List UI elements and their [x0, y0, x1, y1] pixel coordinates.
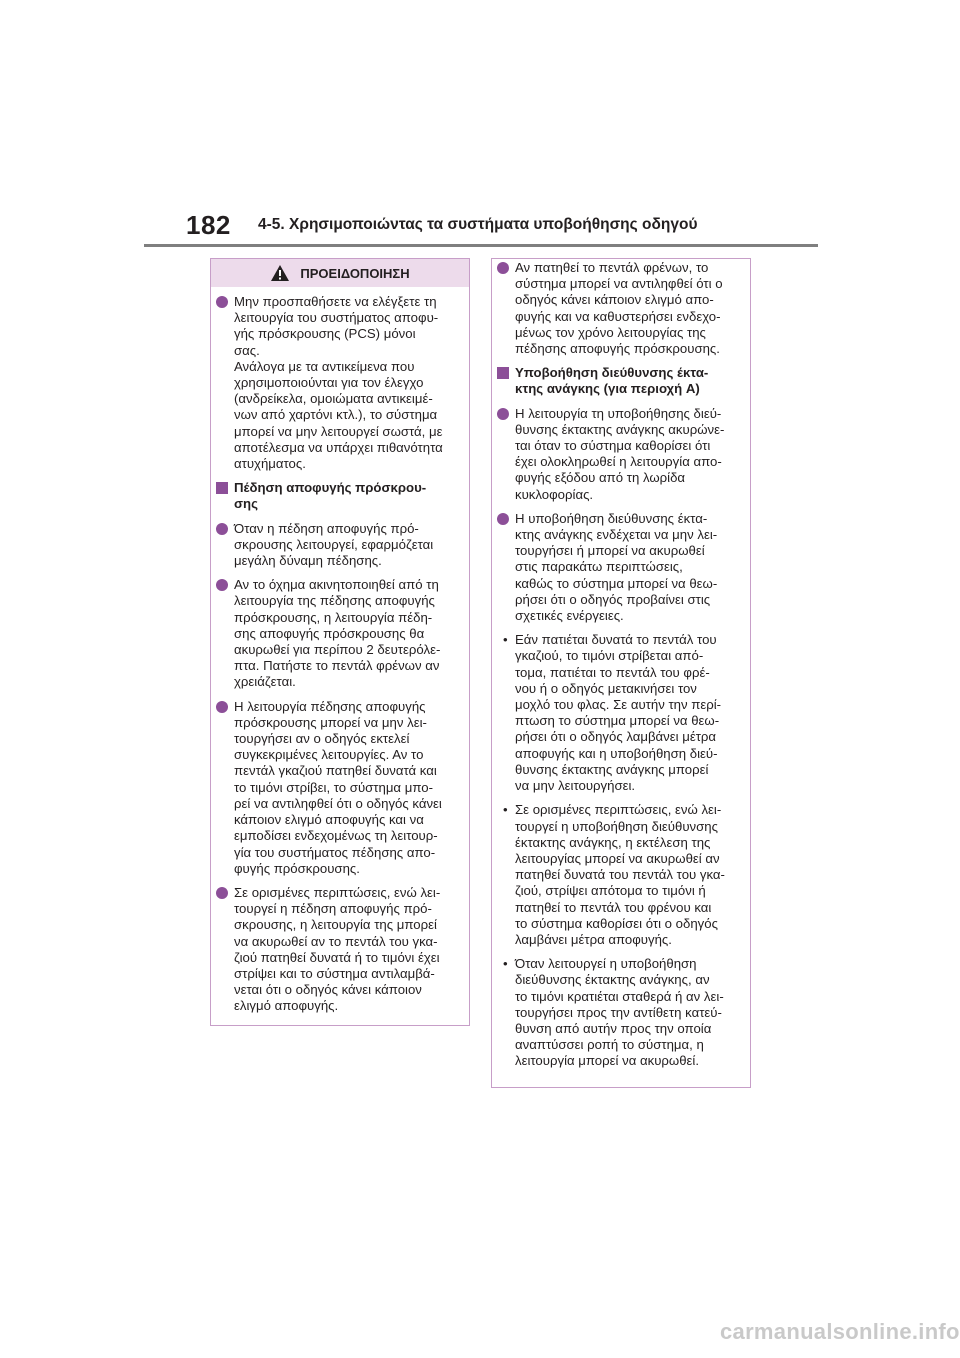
text-line: πρόσκρουσης, η λειτουργία πέδη- — [234, 609, 433, 625]
text-line: το τιμόνι στρίβει, το σύστημα μπο- — [234, 779, 433, 795]
circle-bullet-icon — [497, 262, 509, 274]
square-bullet-icon — [497, 367, 509, 379]
text-line: γκαζιού, το τιμόνι στρίβεται από- — [515, 648, 704, 664]
warning-title: ΠΡΟΕΙΔΟΠΟΙΗΣΗ — [300, 265, 410, 281]
text-line: αποφυγής και η υποβοήθηση διεύ- — [515, 745, 718, 761]
dot-bullet: • — [503, 802, 508, 818]
warning-header — [211, 259, 469, 287]
text-line: μεγάλη δύναμη πέδησης. — [234, 553, 382, 569]
text-line: μπορεί να μην λειτουργεί σωστά, με — [234, 423, 443, 439]
text-line: σχετικές ενέργειες. — [515, 608, 624, 624]
text-line: λαμβάνει μέτρα αποφυγής. — [515, 931, 672, 947]
text-line: Η λειτουργία τη υποβοήθησης διεύ- — [515, 405, 722, 421]
text-line: ελιγμό αποφυγής. — [234, 998, 339, 1014]
list-item — [497, 511, 741, 624]
list-item — [216, 577, 460, 690]
text-line: αναπτύσσει ροπή το σύστημα, η — [515, 1037, 704, 1053]
text-line: νεται ότι ο οδηγός κάνει κάποιον — [234, 982, 422, 998]
text-line: Όταν η πέδηση αποφυγής πρό- — [234, 520, 419, 536]
text-line: οδηγός κάνει κάποιον ελιγμό απο- — [515, 292, 714, 308]
text-line: τουργήσει ή μπορεί να ακυρωθεί — [515, 543, 705, 559]
text-line: γής πρόσκρουσης (PCS) μόνοι — [234, 326, 416, 342]
text-line: χρειάζεται. — [234, 674, 296, 690]
text-line: φυγής εξόδου από τη λωρίδα — [515, 470, 686, 486]
text-line: σης αποφυγής πρόσκρουσης θα — [234, 625, 425, 641]
list-item — [497, 956, 741, 1069]
text-line: να μην λειτουργήσει. — [515, 778, 636, 794]
warning-content-right — [492, 259, 750, 1070]
text-line: σης — [234, 496, 258, 512]
list-item — [497, 406, 741, 503]
text-line: τουργεί η πέδηση αποφυγής πρό- — [234, 901, 432, 917]
text-line: εμποδίσει ενδεχομένως τη λειτουρ- — [234, 828, 438, 844]
text-line: στις παρακάτω περιπτώσεις, — [515, 559, 683, 575]
section-title: 4-5. Χρησιμοποιώντας τα συστήματα υποβοήθησης οδηγού — [258, 216, 698, 233]
text-line: Η λειτουργία πέδησης αποφυγής — [234, 698, 426, 714]
text-line: Η υποβοήθηση διεύθυνσης έκτα- — [515, 510, 708, 526]
text-line: Εάν πατιέται δυνατά το πεντάλ του — [515, 632, 717, 648]
circle-bullet-icon — [216, 701, 228, 713]
circle-bullet-icon — [497, 513, 509, 525]
text-line: αποτέλεσμα να υπάρχει πιθανότητα — [234, 439, 443, 455]
text-line: πρόσκρουσης μπορεί να μην λει- — [234, 714, 427, 730]
text-line: θυνση από αυτήν προς την οποία — [515, 1020, 712, 1036]
text-line: Όταν λειτουργεί η υποβοήθηση — [515, 956, 697, 972]
text-line: μοχλό του φλας. Σε αυτήν την περί- — [515, 697, 722, 713]
circle-bullet-icon — [216, 579, 228, 591]
text-line: το τιμόνι κρατιέται σταθερά ή αν λει- — [515, 988, 724, 1004]
text-line: ρήσει ότι ο οδηγός προβαίνει στις — [515, 591, 711, 607]
list-item — [497, 802, 741, 948]
text-line: λειτουργία μπορεί να ακυρωθεί. — [515, 1053, 700, 1069]
text-line: νου ή ο οδηγός μετακινήσει τον — [515, 680, 697, 696]
warning-box-right — [491, 258, 751, 1088]
text-line: σκρουσης, η λειτουργία της μπορεί — [234, 917, 437, 933]
header-divider — [144, 244, 818, 247]
text-line: ρήσει ότι ο οδηγός λαμβάνει μέτρα — [515, 729, 717, 745]
list-item — [216, 521, 460, 570]
text-line: Υποβοήθηση διεύθυνσης έκτα- — [515, 365, 709, 381]
text-line: να ακυρωθεί αν το πεντάλ του γκα- — [234, 933, 438, 949]
warning-triangle-icon — [270, 264, 290, 282]
list-item — [216, 294, 460, 472]
warning-content-left — [211, 287, 469, 1015]
text-line: ζιού, στρίψει απότομα το τιμόνι ή — [515, 883, 706, 899]
text-line: τουργήσει προς την αντίθετη κατεύ- — [515, 1004, 722, 1020]
text-line: τομα, πατιέται το πεντάλ του φρέ- — [515, 664, 710, 680]
text-line: στρίψει και το σύστημα αντιλαμβά- — [234, 965, 435, 981]
text-line: διεύθυνσης έκτακτης ανάγκης, αν — [515, 972, 710, 988]
page-number: 182 — [186, 210, 231, 240]
text-line: νων από χαρτόνι κτλ.), το σύστημα — [234, 407, 438, 423]
text-line: Σε ορισμένες περιπτώσεις, ενώ λει- — [234, 884, 441, 900]
text-line: έχει ολοκληρωθεί η λειτουργία απο- — [515, 454, 722, 470]
text-line: Πέδηση αποφυγής πρόσκρου- — [234, 480, 427, 496]
text-line: το σύστημα καθορίσει ότι ο οδηγός — [515, 915, 718, 931]
text-line: κτης ανάγκης ενδέχεται να μην λει- — [515, 527, 718, 543]
list-item — [216, 885, 460, 1015]
text-line: Μην προσπαθήσετε να ελέγξετε τη — [234, 294, 437, 309]
text-line: φυγής πρόσκρουσης. — [234, 860, 360, 876]
text-line: καθώς το σύστημα μπορεί να θεω- — [515, 575, 718, 591]
text-line: λειτουργία του συστήματος αποφυ- — [234, 310, 439, 326]
text-line: έκτακτης ανάγκης, η εκτέλεση της — [515, 834, 711, 850]
text-line: Ανάλογα με τα αντικείμενα που — [234, 358, 415, 374]
dot-bullet: • — [503, 956, 508, 972]
text-line: πεντάλ γκαζιού πατηθεί δυνατά και — [234, 763, 437, 779]
text-line: πτωση το σύστημα μπορεί να θεω- — [515, 713, 720, 729]
text-line: θυνσης έκτακτης ανάγκης μπορεί — [515, 761, 709, 777]
subsection-heading — [216, 480, 460, 512]
list-item — [497, 632, 741, 794]
list-item — [216, 699, 460, 877]
text-line: συγκεκριμένες λειτουργίες. Αν το — [234, 747, 424, 763]
text-line: λειτουργίας μπορεί να ακυρωθεί αν — [515, 850, 720, 866]
text-line: σύστημα μπορεί να αντιληφθεί ότι ο — [515, 276, 723, 292]
text-line: λειτουργία της πέδησης αποφυγής — [234, 593, 435, 609]
text-line: κτης ανάγκης (για περιοχή A) — [515, 381, 700, 397]
text-line: ατυχήματος. — [234, 456, 306, 472]
text-line: πτα. Πατήστε το πεντάλ φρένων αν — [234, 658, 440, 674]
text-line: θυνσης έκτακτης ανάγκης ακυρώνε- — [515, 421, 725, 437]
text-line: πέδησης αποφυγής πρόσκρουσης. — [515, 341, 720, 357]
text-line: ζιού πατηθεί δυνατά ή το τιμόνι έχει — [234, 949, 440, 965]
text-line: τουργήσει αν ο οδηγός εκτελεί — [234, 731, 410, 747]
text-line: Σε ορισμένες περιπτώσεις, ενώ λει- — [515, 802, 722, 818]
watermark: carmanualsonline.info — [720, 1319, 960, 1344]
text-line: γία του συστήματος πέδησης απο- — [234, 844, 436, 860]
text-line: Αν πατηθεί το πεντάλ φρένων, το — [515, 260, 709, 275]
text-line: σκρουσης λειτουργεί, εφαρμόζεται — [234, 536, 434, 552]
subsection-heading — [497, 365, 741, 397]
square-bullet-icon — [216, 482, 228, 494]
list-item — [497, 260, 741, 357]
text-line: κάποιον ελιγμό αποφυγής και να — [234, 812, 424, 828]
circle-bullet-icon — [216, 296, 228, 308]
warning-box-left — [210, 258, 470, 1026]
text-line: μένως τον χρόνο λειτουργίας της — [515, 324, 706, 340]
dot-bullet: • — [503, 632, 508, 648]
circle-bullet-icon — [216, 523, 228, 535]
text-line: κυκλοφορίας. — [515, 486, 594, 502]
text-line: πατηθεί το πεντάλ του φρένου και — [515, 899, 712, 915]
text-line: ται όταν το σύστημα καθορίσει ότι — [515, 438, 711, 454]
text-line: σας. — [234, 342, 260, 358]
text-line: φυγής και να καθυστερήσει ενδεχο- — [515, 308, 721, 324]
text-line: χρησιμοποιούνται για τον έλεγχο — [234, 375, 424, 391]
text-line: τουργεί η υποβοήθηση διεύθυνσης — [515, 818, 718, 834]
text-line: ακυρωθεί για περίπου 2 δευτερόλε- — [234, 642, 441, 658]
circle-bullet-icon — [497, 408, 509, 420]
text-line: Αν το όχημα ακινητοποιηθεί από τη — [234, 577, 439, 593]
text-line: (ανδρείκελα, ομοιώματα αντικειμέ- — [234, 391, 433, 407]
circle-bullet-icon — [216, 887, 228, 899]
text-line: ρεί να αντιληφθεί ότι ο οδηγός κάνει — [234, 795, 442, 811]
text-line: πατηθεί δυνατά του πεντάλ του γκα- — [515, 867, 725, 883]
